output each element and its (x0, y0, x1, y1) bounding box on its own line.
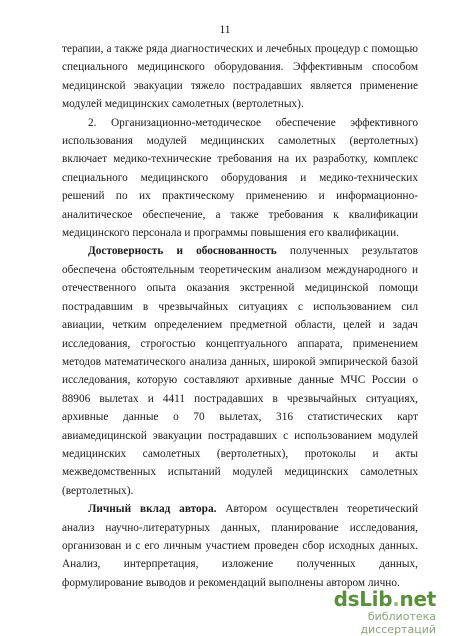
document-body (62, 40, 418, 592)
paragraph-3 (62, 242, 418, 500)
paragraph-4-text: Автором осуществлен теоретический анализ научно-литературных данных, планирование исследования, организован и с его личным участием проведен сбор исходных данных. Анализ, интерпретация, изложение полученных данных, формулирование выводов и рекомендаций выполнены автором лично. (62, 503, 419, 589)
dslib-logo (296, 588, 436, 610)
paragraph-1: терапии, а также ряда диагностических и лечебных процедур с помощью специального медицинского оборудования. Эффективным способом медицинской эвакуации тяжело пострадавших является применение модулей медицинских самолетных (вертолетных). (62, 43, 418, 111)
logo-dot: . (392, 587, 400, 611)
paragraph-4 (62, 500, 418, 592)
dslib-watermark (296, 588, 436, 636)
paragraph-3-lead: Достоверность и обоснованность (88, 245, 277, 258)
paragraph-4-lead: Личный вклад автора. (88, 503, 217, 516)
logo-tld: net (399, 587, 436, 611)
paragraph-2: 2. Организационно-методическое обеспечение эффективного использования модулей медицинских самолетных (вертолетных) включает медико-технические требования на их разработку, комплекс специального медицинского оборудования и медико-технических решений по их практическому применению и информационно-аналитическое обеспечение, а также требования к квалификации медицинского персонала и программы повышения его квалификации. (62, 116, 418, 240)
page-number: 11 (219, 24, 231, 36)
paragraph-3-text: полученных результатов обеспечена обстоятельным теоретическим анализом международного и отечественного опыта оказания экстренной медицинской помощи пострадавшим в чрезвычайных ситуациях с использованием сил авиации, четким определением предметной области, целей и задач исследования, строгостью концептуального аппарата, применением методов математического анализа данных, широкой эмпирической базой исследования, которую составляют архивные данные МЧС России о 88906 вылетах и 4411 пострадавших в чрезвычайных ситуациях, архивные данные о 70 вылетах, 316 статистических карт авиамедицинской эвакуации пострадавших с использованием модулей медицинских самолетных (вертолетных), протоколы и акты межведомственных испытаний модулей медицинских самолетных (вертолетных). (62, 245, 419, 497)
watermark-subtitle: библиотека диссертаций (360, 610, 436, 636)
logo-main: dsLib (333, 587, 393, 611)
